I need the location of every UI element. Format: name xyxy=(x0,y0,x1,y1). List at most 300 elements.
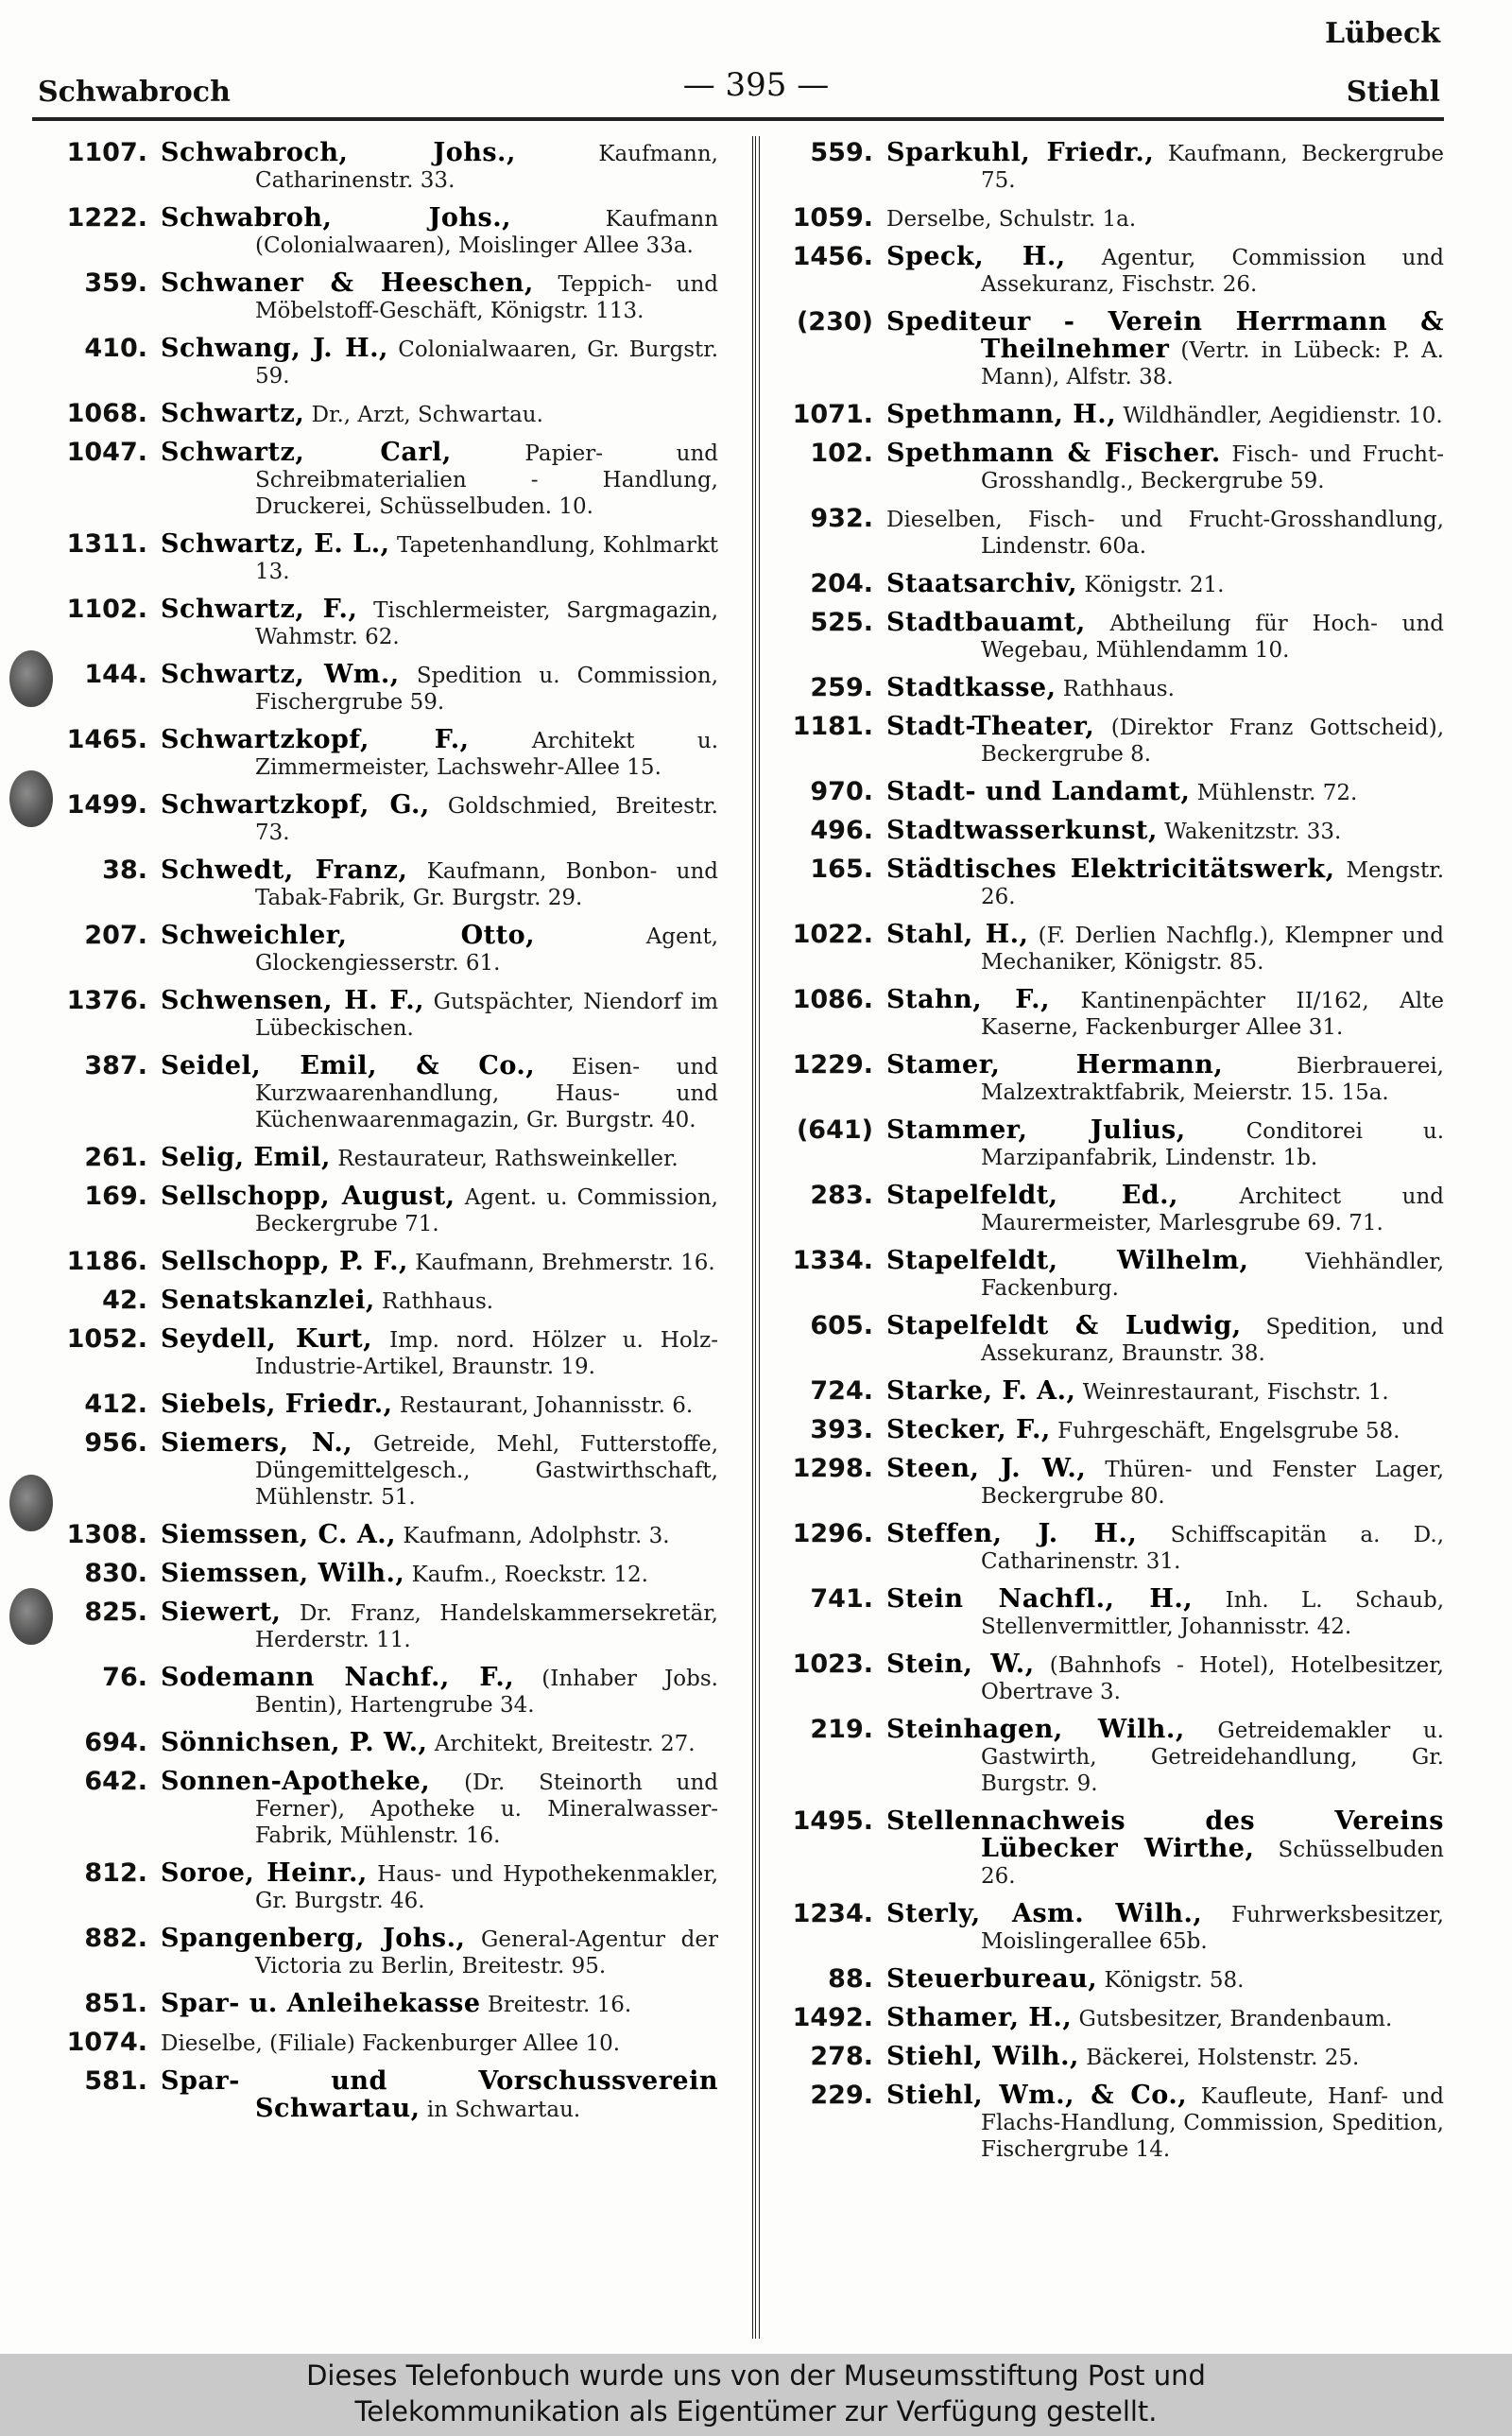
entry-text xyxy=(161,1522,718,1549)
directory-entry xyxy=(38,1522,718,1549)
directory-entry xyxy=(764,1313,1444,1367)
entry-text xyxy=(161,1860,718,1914)
directory-entry xyxy=(38,1769,718,1849)
subscriber-name: Spar- u. Anleihekasse xyxy=(161,1989,481,2018)
subscriber-name: Spethmann, H., xyxy=(886,400,1117,429)
directory-entry xyxy=(764,140,1444,194)
directory-entry xyxy=(38,1391,718,1419)
subscriber-details: Agentur, Commission und Assekuranz, Fischstr. 26. xyxy=(981,246,1444,297)
subscriber-details: Fuhrgeschäft, Engelsgrube 58. xyxy=(1057,1419,1400,1443)
subscriber-name: Speck, H., xyxy=(886,242,1066,271)
subscriber-name: Stadt- und Landamt, xyxy=(886,777,1191,806)
subscriber-details: Schiffscapitän a. D., Catharinenstr. 31. xyxy=(981,1523,1445,1574)
subscriber-name: Schwartzkopf, G., xyxy=(161,790,430,820)
entry-text xyxy=(886,1901,1444,1955)
phone-number: 144. xyxy=(84,660,147,689)
subscriber-name: Sönnichsen, P. W., xyxy=(161,1728,428,1757)
directory-entry xyxy=(38,1287,718,1315)
subscriber-details: Wildhändler, Aegidienstr. 10. xyxy=(1123,404,1443,428)
directory-entry xyxy=(38,1665,718,1719)
phone-number: 525. xyxy=(810,608,873,637)
subscriber-details: Königstr. 58. xyxy=(1104,1968,1245,1993)
phone-number: 1492. xyxy=(792,2003,873,2032)
phone-number: 741. xyxy=(810,1584,873,1614)
subscriber-details: Colonialwaaren, Gr. Burgstr. 59. xyxy=(255,337,719,389)
entry-text xyxy=(886,1378,1444,1406)
subscriber-details: Architect und Maurermeister, Marlesgrube 69. 71. xyxy=(981,1184,1444,1235)
subscriber-details: Architekt u. Zimmermeister, Lachswehr-Allee 15. xyxy=(255,729,718,780)
phone-number: 1102. xyxy=(66,595,147,624)
entry-text xyxy=(886,818,1444,845)
entry-text xyxy=(161,1145,718,1172)
directory-entry xyxy=(38,336,718,389)
directory-entry xyxy=(764,1966,1444,1994)
entry-text xyxy=(886,1183,1444,1236)
directory-entry xyxy=(764,205,1444,233)
phone-number: 559. xyxy=(810,138,873,167)
entry-text xyxy=(161,1391,718,1419)
directory-entry xyxy=(764,1378,1444,1406)
subscriber-details: Agent. u. Commission, Beckergrube 71. xyxy=(255,1185,718,1236)
subscriber-details: Königstr. 21. xyxy=(1084,573,1225,597)
phone-number: 1222. xyxy=(66,203,147,233)
phone-number: 283. xyxy=(810,1181,873,1210)
directory-entry xyxy=(764,441,1444,494)
phone-number: 259. xyxy=(810,673,873,702)
phone-number: 1074. xyxy=(66,2028,147,2057)
phone-number: 412. xyxy=(84,1390,147,1419)
directory-entry xyxy=(764,675,1444,702)
entry-text xyxy=(886,675,1444,702)
subscriber-name: Stapelfeldt, Ed., xyxy=(886,1181,1178,1210)
phone-number: 207. xyxy=(84,921,147,950)
subscriber-details: (Vertr. in Lübeck: P. A. Mann), Alfstr. 38. xyxy=(981,338,1444,389)
directory-entry xyxy=(764,779,1444,806)
subscriber-name: Schweichler, Otto, xyxy=(161,921,536,950)
phone-number: 1022. xyxy=(792,920,873,949)
subscriber-details: Kaufmann, Adolphstr. 3. xyxy=(403,1524,670,1548)
entry-text xyxy=(886,244,1444,298)
subscriber-details: Schüsselbuden 26. xyxy=(981,1838,1444,1889)
phone-number: (641) xyxy=(796,1115,873,1145)
subscriber-details: Goldschmied, Breitestr. 73. xyxy=(255,794,718,845)
directory-entry xyxy=(38,923,718,976)
entry-text xyxy=(161,662,718,716)
entry-text xyxy=(161,857,718,911)
phone-number: 1047. xyxy=(66,438,147,467)
entry-text xyxy=(161,1991,718,2018)
phone-number: 1068. xyxy=(66,399,147,428)
subscriber-name: Spar- und Vorschussverein Schwartau, xyxy=(161,2066,718,2123)
subscriber-name: Steffen, J. H., xyxy=(886,1519,1138,1548)
phone-number: 1229. xyxy=(792,1050,873,1080)
left-column xyxy=(38,140,718,2134)
subscriber-name: Stadtbauamt, xyxy=(886,608,1086,637)
directory-entry xyxy=(764,571,1444,598)
subscriber-name: Stapelfeldt & Ludwig, xyxy=(886,1311,1242,1340)
subscriber-name: Soroe, Heinr., xyxy=(161,1858,368,1888)
subscriber-details: Kantinenpächter II/162, Alte Kaserne, Fackenburger Allee 31. xyxy=(981,989,1444,1040)
directory-entry xyxy=(764,309,1444,390)
entry-text xyxy=(161,1287,718,1315)
subscriber-details: Restaurateur, Rathsweinkeller. xyxy=(337,1147,679,1171)
directory-entry xyxy=(764,1456,1444,1510)
directory-entry xyxy=(38,792,718,846)
phone-number: 830. xyxy=(84,1559,147,1588)
footer-line-2: Telekommunikation als Eigentümer zur Verfügung gestellt. xyxy=(354,2395,1158,2427)
subscriber-details: Abtheilung für Hoch- und Wegebau, Mühlendamm 10. xyxy=(981,612,1444,663)
subscriber-name: Stiehl, Wilh., xyxy=(886,2042,1079,2071)
subscriber-name: Stahl, H., xyxy=(886,920,1029,949)
subscriber-details: Dieselben, Fisch- und Frucht-Grosshandlung, Lindenstr. 60a. xyxy=(886,508,1444,559)
entry-text xyxy=(886,309,1444,390)
phone-number: 1052. xyxy=(66,1324,147,1354)
entry-text xyxy=(161,1561,718,1588)
directory-entry xyxy=(764,1808,1444,1890)
header-first-name: Schwabroch xyxy=(38,76,231,109)
entry-text xyxy=(886,610,1444,664)
entry-text xyxy=(161,336,718,389)
subscriber-name: Schwartz, Wm., xyxy=(161,660,400,689)
directory-entry xyxy=(38,1430,718,1511)
subscriber-details: Derselbe, Schulstr. 1a. xyxy=(886,207,1137,232)
directory-entry xyxy=(38,857,718,911)
subscriber-details: Wakenitzstr. 33. xyxy=(1164,820,1342,844)
entry-text xyxy=(161,1665,718,1719)
subscriber-details: Dr., Arzt, Schwartau. xyxy=(311,403,543,427)
subscriber-name: Schwensen, H. F., xyxy=(161,986,425,1015)
directory-entry xyxy=(38,1991,718,2018)
directory-entry xyxy=(38,401,718,428)
entry-text xyxy=(161,988,718,1042)
subscriber-details: General-Agentur der Victoria zu Berlin, Breitestr. 95. xyxy=(255,1927,718,1978)
entry-text xyxy=(886,571,1444,598)
subscriber-name: Siewert, xyxy=(161,1598,282,1627)
entry-text xyxy=(886,922,1444,976)
entry-text xyxy=(161,1183,718,1237)
directory-entry xyxy=(764,922,1444,976)
entry-text xyxy=(161,1926,718,1979)
subscriber-name: Stellennachweis des Vereins Lübecker Wirthe, xyxy=(886,1806,1444,1863)
directory-entry xyxy=(764,714,1444,768)
entry-text xyxy=(161,1730,718,1757)
directory-entry xyxy=(38,1599,718,1653)
phone-number: 1311. xyxy=(66,529,147,559)
entry-text xyxy=(886,856,1444,910)
subscriber-details: Conditorei u. Marzipanfabrik, Lindenstr. 1b. xyxy=(981,1119,1445,1170)
subscriber-details: Getreidemakler u. Gastwirth, Getreidehandlung, Gr. Burgstr. 9. xyxy=(981,1719,1444,1796)
subscriber-details: Imp. nord. Hölzer u. Holz-Industrie-Artikel, Braunstr. 19. xyxy=(255,1328,718,1379)
entry-text xyxy=(161,531,718,585)
subscriber-name: Seidel, Emil, & Co., xyxy=(161,1051,536,1080)
subscriber-name: Schwang, J. H., xyxy=(161,334,388,363)
phone-number: 1495. xyxy=(792,1806,873,1836)
subscriber-details: (Direktor Franz Gottscheid), Beckergrube 8. xyxy=(981,716,1445,767)
phone-number: 1376. xyxy=(66,986,147,1015)
phone-number: 932. xyxy=(810,504,873,533)
page-number: — 395 — xyxy=(682,66,830,104)
subscriber-name: Stahn, F., xyxy=(886,985,1050,1014)
phone-number: 882. xyxy=(84,1924,147,1953)
phone-number: 387. xyxy=(84,1051,147,1080)
phone-number: 88. xyxy=(828,1964,873,1994)
entry-text xyxy=(886,1052,1444,1106)
phone-number: 1059. xyxy=(792,203,873,233)
subscriber-details: (Inhaber Jobs. Bentin), Hartengrube 34. xyxy=(255,1667,718,1718)
subscriber-details: Rathhaus. xyxy=(382,1289,494,1314)
entry-text xyxy=(161,140,718,194)
entry-text xyxy=(886,1521,1444,1575)
subscriber-details: Kaufmann (Colonialwaaren), Moislinger Allee 33a. xyxy=(255,207,719,258)
directory-entry xyxy=(764,1117,1444,1171)
directory-entry xyxy=(38,1053,718,1133)
phone-number: (230) xyxy=(796,307,873,337)
subscriber-name: Steinhagen, Wilh., xyxy=(886,1715,1185,1744)
subscriber-name: Stapelfeldt, Wilhelm, xyxy=(886,1246,1249,1275)
subscriber-name: Sodemann Nachf., F., xyxy=(161,1663,515,1692)
subscriber-name: Staatsarchiv, xyxy=(886,569,1078,598)
entry-text xyxy=(886,1248,1444,1302)
phone-number: 1298. xyxy=(792,1454,873,1483)
phone-number: 393. xyxy=(810,1415,873,1444)
directory-entry xyxy=(38,1183,718,1237)
phone-number: 278. xyxy=(810,2042,873,2071)
subscriber-name: Stammer, Julius, xyxy=(886,1115,1186,1145)
subscriber-details: Tapetenhandlung, Kohlmarkt 13. xyxy=(255,533,718,584)
directory-entry xyxy=(38,1145,718,1172)
subscriber-name: Sterly, Asm. Wilh., xyxy=(886,1899,1203,1928)
directory-entry xyxy=(764,818,1444,845)
directory-entry xyxy=(38,2068,718,2123)
phone-number: 42. xyxy=(102,1286,147,1315)
phone-number: 581. xyxy=(84,2066,147,2096)
subscriber-name: Siemssen, C. A., xyxy=(161,1520,397,1549)
phone-number: 1107. xyxy=(66,138,147,167)
phone-number: 1086. xyxy=(792,985,873,1014)
entry-text xyxy=(161,1599,718,1653)
column-divider xyxy=(752,136,760,2339)
directory-entry xyxy=(38,1860,718,1914)
directory-entry xyxy=(764,856,1444,910)
subscriber-details: Viehhändler, Fackenburg. xyxy=(981,1250,1445,1301)
phone-number: 956. xyxy=(84,1428,147,1458)
subscriber-name: Selig, Emil, xyxy=(161,1143,331,1172)
phone-number: 1465. xyxy=(66,725,147,754)
entry-text xyxy=(886,140,1444,194)
subscriber-details: Papier- und Schreibmaterialien - Handlung, Druckerei, Schüsselbuden. 10. xyxy=(255,441,718,519)
subscriber-name: Stadtwasserkunst, xyxy=(886,816,1158,845)
entry-text xyxy=(886,1417,1444,1444)
entry-text xyxy=(886,205,1444,233)
subscriber-name: Sellschopp, August, xyxy=(161,1182,455,1211)
entry-text xyxy=(886,1651,1444,1705)
phone-number: 1023. xyxy=(792,1650,873,1679)
subscriber-details: Breitestr. 16. xyxy=(487,1993,632,2017)
entry-text xyxy=(886,1117,1444,1171)
footer-notice xyxy=(0,2358,1512,2429)
subscriber-details: Fisch- und Frucht-Grosshandlg., Beckergrube 59. xyxy=(981,442,1445,493)
subscriber-details: Tischlermeister, Sargmagazin, Wahmstr. 62. xyxy=(255,598,719,649)
directory-entry xyxy=(38,531,718,585)
entry-text xyxy=(161,440,718,520)
entry-text xyxy=(886,1966,1444,1994)
directory-entry xyxy=(38,440,718,520)
phone-number: 694. xyxy=(84,1728,147,1757)
subscriber-name: Stein Nachfl., H., xyxy=(886,1584,1194,1614)
subscriber-name: Siemssen, Wilh., xyxy=(161,1559,405,1588)
directory-entry xyxy=(764,1651,1444,1705)
subscriber-name: Schwartz, E. L., xyxy=(161,529,390,559)
entry-text xyxy=(886,987,1444,1041)
entry-text xyxy=(161,596,718,650)
entry-text xyxy=(886,2044,1444,2071)
directory-entry xyxy=(764,1521,1444,1575)
directory-entry xyxy=(764,1248,1444,1302)
subscriber-details: Fuhrwerksbesitzer, Moislingerallee 65b. xyxy=(981,1903,1444,1954)
phone-number: 229. xyxy=(810,2081,873,2110)
subscriber-name: Siebels, Friedr., xyxy=(161,1390,393,1419)
subscriber-details: Bierbrauerei, Malzextraktfabrik, Meierstr. 15. 15a. xyxy=(981,1054,1444,1105)
phone-number: 970. xyxy=(810,777,873,806)
directory-entry xyxy=(764,987,1444,1041)
directory-entry xyxy=(764,1717,1444,1797)
subscriber-name: Spethmann & Fischer. xyxy=(886,439,1221,468)
header-city: Lübeck xyxy=(1324,17,1440,50)
phone-number: 1308. xyxy=(66,1520,147,1549)
phone-number: 38. xyxy=(102,855,147,885)
subscriber-name: Stamer, Hermann, xyxy=(886,1050,1224,1080)
entry-text xyxy=(886,779,1444,806)
phone-number: 1296. xyxy=(792,1519,873,1548)
entry-text xyxy=(161,270,718,324)
subscriber-name: Sellschopp, P. F., xyxy=(161,1247,408,1276)
entry-text xyxy=(886,714,1444,768)
subscriber-details: Teppich- und Möbelstoff-Geschäft, Königstr. 113. xyxy=(255,272,718,323)
directory-entry xyxy=(38,1326,718,1380)
directory-entry xyxy=(38,1561,718,1588)
phone-number: 410. xyxy=(84,334,147,363)
subscriber-details: (Dr. Steinorth und Ferner), Apotheke u. Mineralwasser-Fabrik, Mühlenstr. 16. xyxy=(255,1771,719,1848)
phone-number: 359. xyxy=(84,268,147,298)
entry-text xyxy=(161,205,718,259)
entry-text xyxy=(886,2082,1444,2163)
subscriber-name: Schwartzkopf, F., xyxy=(161,725,470,754)
subscriber-details: Kaufleute, Hanf- und Flachs-Handlung, Commission, Spedition, Fischergrube 14. xyxy=(981,2084,1444,2162)
subscriber-details: Mühlenstr. 72. xyxy=(1196,781,1358,805)
directory-entry xyxy=(38,1926,718,1979)
phone-number: 1186. xyxy=(66,1247,147,1276)
entry-text xyxy=(886,1717,1444,1797)
subscriber-details: Spedition, und Assekuranz, Braunstr. 38. xyxy=(981,1315,1444,1366)
subscriber-details: Rathhaus. xyxy=(1062,677,1175,701)
phone-number: 1334. xyxy=(792,1246,873,1275)
entry-text xyxy=(161,2030,718,2057)
subscriber-name: Schwabroh, Johs., xyxy=(161,203,512,233)
subscriber-name: Sthamer, H., xyxy=(886,2003,1073,2032)
subscriber-name: Seydell, Kurt, xyxy=(161,1324,373,1354)
directory-entry xyxy=(38,205,718,259)
phone-number: 76. xyxy=(102,1663,147,1692)
subscriber-details: Kaufm., Roeckstr. 12. xyxy=(411,1563,648,1587)
entry-text xyxy=(886,2005,1444,2032)
subscriber-details: Weinrestaurant, Fischstr. 1. xyxy=(1082,1380,1389,1405)
subscriber-name: Sparkuhl, Friedr., xyxy=(886,138,1155,167)
phone-number: 1456. xyxy=(792,242,873,271)
directory-entry xyxy=(764,2082,1444,2163)
entry-text xyxy=(161,2068,718,2123)
directory-entry xyxy=(764,506,1444,560)
subscriber-details: Eisen- und Kurzwaarenhandlung, Haus- und Küchenwaarenmagazin, Gr. Burgstr. 40. xyxy=(255,1055,719,1132)
subscriber-name: Schwartz, F., xyxy=(161,595,358,624)
directory-entry xyxy=(38,270,718,324)
subscriber-details: Thüren- und Fenster Lager, Beckergrube 80. xyxy=(981,1458,1445,1509)
phone-number: 851. xyxy=(84,1989,147,2018)
phone-number: 496. xyxy=(810,816,873,845)
entry-text xyxy=(161,1430,718,1511)
directory-entry xyxy=(764,244,1444,298)
directory-entry xyxy=(764,1901,1444,1955)
subscriber-details: Inh. L. Schaub, Stellenvermittler, Johannisstr. 42. xyxy=(981,1588,1444,1639)
entry-text xyxy=(161,792,718,846)
directory-entry xyxy=(38,2030,718,2057)
phone-number: 724. xyxy=(810,1376,873,1406)
subscriber-name: Steen, J. W., xyxy=(886,1454,1087,1483)
entry-text xyxy=(161,1249,718,1276)
subscriber-details: (F. Derlien Nachflg.), Klempner und Mechaniker, Königstr. 85. xyxy=(981,924,1445,975)
phone-number: 169. xyxy=(84,1182,147,1211)
directory-entry xyxy=(38,140,718,194)
subscriber-name: Steuerbureau, xyxy=(886,1964,1098,1994)
directory-entry xyxy=(764,1183,1444,1236)
directory-entry xyxy=(38,988,718,1042)
subscriber-name: Siemers, N., xyxy=(161,1428,353,1458)
subscriber-details: Spedition u. Commission, Fischergrube 59. xyxy=(255,664,719,715)
phone-number: 812. xyxy=(84,1858,147,1888)
subscriber-details: Getreide, Mehl, Futterstoffe, Düngemittelgesch., Gastwirthschaft, Mühlenstr. 51. xyxy=(255,1432,718,1510)
subscriber-name: Schwabroch, Johs., xyxy=(161,138,516,167)
entry-text xyxy=(161,1053,718,1133)
subscriber-details: Bäckerei, Holstenstr. 25. xyxy=(1086,2046,1360,2070)
directory-entry xyxy=(764,1417,1444,1444)
directory-entry xyxy=(38,727,718,781)
subscriber-details: Haus- und Hypothekenmakler, Gr. Burgstr. 46. xyxy=(255,1862,719,1913)
directory-entry xyxy=(764,1052,1444,1106)
subscriber-name: Stadtkasse, xyxy=(886,673,1057,702)
subscriber-details: (Bahnhofs - Hotel), Hotelbesitzer, Obertrave 3. xyxy=(981,1653,1444,1704)
entry-text xyxy=(886,1808,1444,1890)
phone-number: 1071. xyxy=(792,400,873,429)
subscriber-details: Kaufmann, Bonbon- und Tabak-Fabrik, Gr. Burgstr. 29. xyxy=(255,859,719,910)
subscriber-details: Agent, Glockengiesserstr. 61. xyxy=(255,924,718,976)
subscriber-name: Stecker, F., xyxy=(886,1415,1051,1444)
phone-number: 1234. xyxy=(792,1899,873,1928)
subscriber-details: Dr. Franz, Handelskammersekretär, Herderstr. 11. xyxy=(255,1601,718,1652)
subscriber-details: Mengstr. 26. xyxy=(981,858,1445,909)
phone-number: 219. xyxy=(810,1715,873,1744)
entry-text xyxy=(161,923,718,976)
subscriber-name: Schwedt, Franz, xyxy=(161,855,408,885)
subscriber-name: Schwartz, Carl, xyxy=(161,438,452,467)
subscriber-name: Senatskanzlei, xyxy=(161,1286,375,1315)
entry-text xyxy=(161,401,718,428)
phone-number: 605. xyxy=(810,1311,873,1340)
directory-entry xyxy=(764,2044,1444,2071)
subscriber-details: in Schwartau. xyxy=(426,2098,581,2122)
subscriber-name: Starke, F. A., xyxy=(886,1376,1076,1406)
phone-number: 1499. xyxy=(66,790,147,820)
subscriber-details: Gutsbesitzer, Brandenbaum. xyxy=(1078,2007,1393,2031)
subscriber-name: Spediteur - Verein Herrmann & Theilnehmer xyxy=(886,307,1444,364)
